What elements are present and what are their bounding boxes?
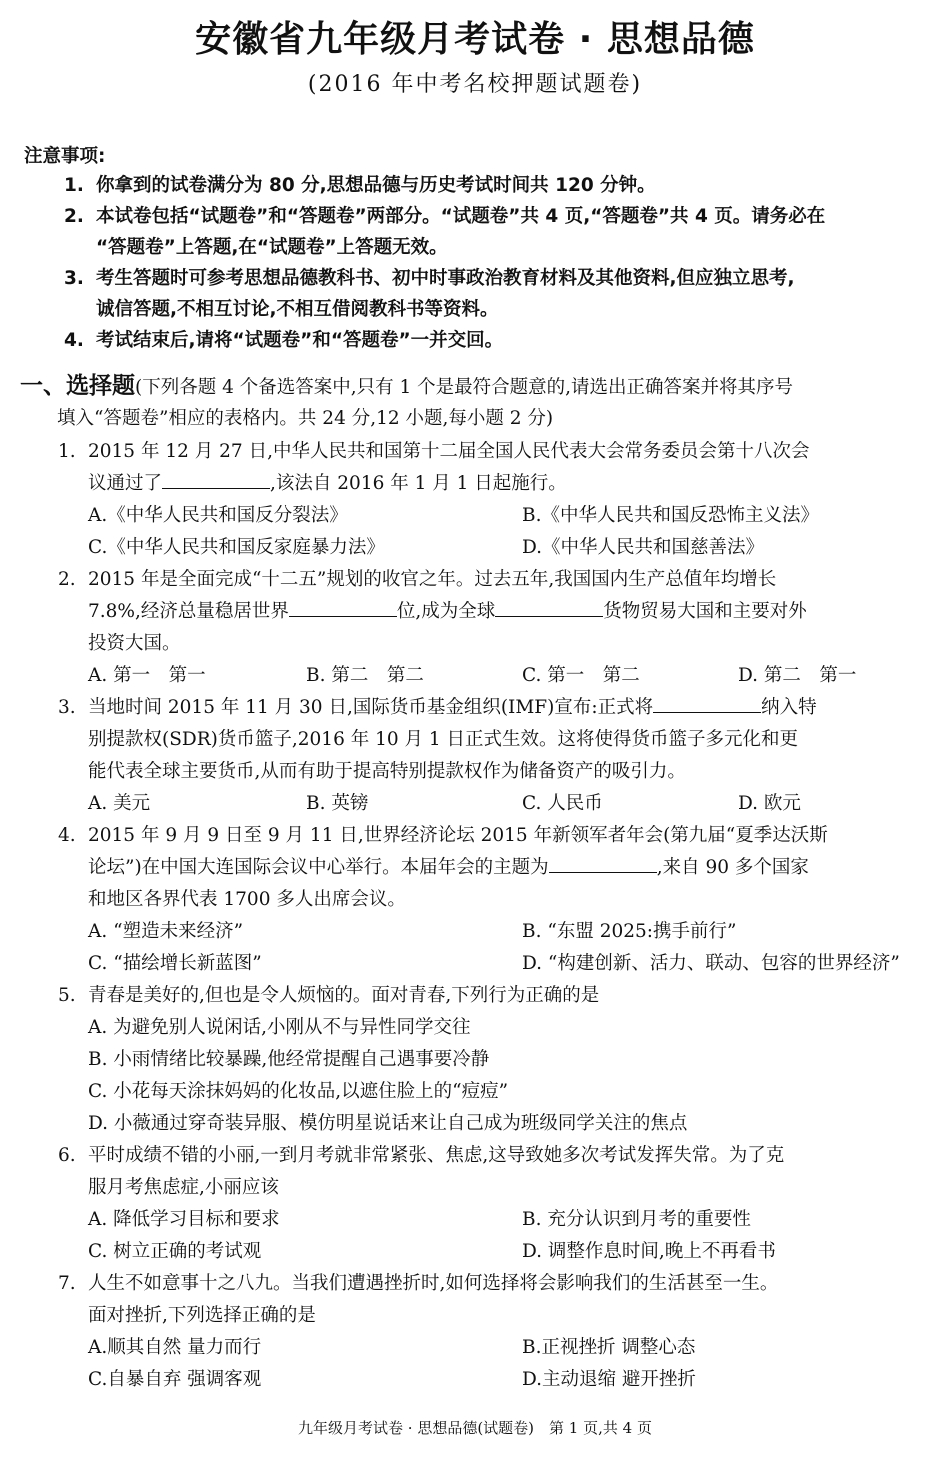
question-text: 2015 年 9 月 9 日至 9 月 11 日,世界经济论坛 2015 年新领军者年会(第九届“夏季达沃斯 <box>88 825 828 846</box>
option-a: A.顺其自然 量力而行 <box>88 1337 262 1358</box>
option-c: C. 小花每天涂抹妈妈的化妆品,以遮住脸上的“痘痘” <box>88 1081 509 1102</box>
notice-item <box>24 170 934 201</box>
answer-blank <box>162 468 270 489</box>
question-text: 纳入特 <box>761 697 817 718</box>
notice-item-text: 考试结束后,请将“试题卷”和“答题卷”一并交回。 <box>96 330 504 351</box>
notice-heading: 注意事项: <box>24 146 106 167</box>
notice-item <box>24 263 934 325</box>
option-c: C. “描绘增长新蓝图” <box>88 953 262 974</box>
option-b: B.《中华人民共和国反恐怖主义法》 <box>522 505 819 526</box>
question-2 <box>0 564 950 692</box>
notice-item-text: “答题卷”上答题,在“试题卷”上答题无效。 <box>96 237 448 258</box>
question-text: 位,成为全球 <box>396 601 496 622</box>
option-d: D.主动退缩 避开挫折 <box>522 1369 696 1390</box>
section-label: 一、选择题 <box>20 373 135 399</box>
notice-item-number: 2. <box>64 206 84 227</box>
question-1 <box>0 436 950 564</box>
question-number: 2. <box>58 569 76 590</box>
question-number: 1. <box>58 441 76 462</box>
question-text: 当地时间 2015 年 11 月 30 日,国际货币基金组织(IMF)宣布:正式将 <box>88 697 654 718</box>
notice-item <box>24 325 934 356</box>
question-text: ,该法自 2016 年 1 月 1 日起施行。 <box>270 473 567 494</box>
option-d: D.《中华人民共和国慈善法》 <box>522 537 765 558</box>
question-text: 服月考焦虑症,小丽应该 <box>88 1177 279 1198</box>
notice-item-number: 1. <box>64 175 84 196</box>
notice-item <box>24 201 934 263</box>
answer-blank <box>549 852 657 873</box>
option-b: B. 第二 第二 <box>306 665 424 686</box>
question-number: 6. <box>58 1145 76 1166</box>
option-d: D. 小薇通过穿奇装异服、模仿明星说话来让自己成为班级同学关注的焦点 <box>88 1113 688 1134</box>
question-6 <box>0 1140 950 1268</box>
notice-item-text: 诚信答题,不相互讨论,不相互借阅教科书等资料。 <box>96 299 499 320</box>
section-description: (下列各题 4 个备选答案中,只有 1 个是最符合题意的,请选出正确答案并将其序号 <box>135 377 794 398</box>
option-c: C. 人民币 <box>522 793 603 814</box>
option-a: A. 第一 第一 <box>88 665 206 686</box>
answer-blank <box>495 596 603 617</box>
option-a: A. 美元 <box>88 793 151 814</box>
question-list <box>0 436 950 1396</box>
question-text: 议通过了 <box>88 473 163 494</box>
option-a: A. 降低学习目标和要求 <box>88 1209 280 1230</box>
question-number: 4. <box>58 825 76 846</box>
answer-blank <box>289 596 397 617</box>
option-c: C. 第一 第二 <box>522 665 640 686</box>
question-4 <box>0 820 950 980</box>
notice-item-number: 4. <box>64 330 84 351</box>
option-d: D. 第二 第一 <box>738 665 857 686</box>
option-b: B. “东盟 2025:携手前行” <box>522 921 737 942</box>
question-text: 7.8%,经济总量稳居世界 <box>88 601 289 622</box>
option-d: D. 调整作息时间,晚上不再看书 <box>522 1241 776 1262</box>
question-number: 5. <box>58 985 76 1006</box>
question-3 <box>0 692 950 820</box>
question-text: 2015 年 12 月 27 日,中华人民共和国第十二届全国人民代表大会常务委员会第十八次会 <box>88 441 810 462</box>
notice-item-text: 考生答题时可参考思想品德教科书、初中时事政治教育材料及其他资料,但应独立思考, <box>96 268 795 289</box>
question-text: 货物贸易大国和主要对外 <box>603 601 807 622</box>
option-b: B. 英镑 <box>306 793 369 814</box>
option-c: C.自暴自弃 强调客观 <box>88 1369 262 1390</box>
page-title: 安徽省九年级月考试卷 · 思想品德 <box>195 19 755 60</box>
notice-item-text: 本试卷包括“试题卷”和“答题卷”两部分。“试题卷”共 4 页,“答题卷”共 4 页。请务必在 <box>96 206 826 227</box>
option-b: B. 充分认识到月考的重要性 <box>522 1209 751 1230</box>
option-b: B. 小雨情绪比较暴躁,他经常提醒自己遇事要冷静 <box>88 1049 490 1070</box>
question-text: ,来自 90 多个国家 <box>656 857 809 878</box>
option-c: C.《中华人民共和国反家庭暴力法》 <box>88 537 385 558</box>
option-b: B.正视挫折 调整心态 <box>522 1337 696 1358</box>
notice-item-text: 你拿到的试卷满分为 80 分,思想品德与历史考试时间共 120 分钟。 <box>96 175 656 196</box>
question-text: 2015 年是全面完成“十二五”规划的收官之年。过去五年,我国国内生产总值年均增长 <box>88 569 777 590</box>
question-text: 论坛”)在中国大连国际会议中心举行。本届年会的主题为 <box>88 857 549 878</box>
question-number: 7. <box>58 1273 76 1294</box>
option-a: A. “塑造未来经济” <box>88 921 244 942</box>
page-footer: 九年级月考试卷 · 思想品德(试题卷) 第 1 页,共 4 页 <box>298 1419 652 1437</box>
question-text: 和地区各界代表 1700 多人出席会议。 <box>88 889 406 910</box>
question-text: 平时成绩不错的小丽,一到月考就非常紧张、焦虑,这导致她多次考试发挥失常。为了克 <box>88 1145 785 1166</box>
section-heading <box>20 371 930 434</box>
section-description: 填入“答题卷”相应的表格内。共 24 分,12 小题,每小题 2 分) <box>57 408 554 429</box>
question-text: 别提款权(SDR)货币篮子,2016 年 10 月 1 日正式生效。这将使得货币篮子多元化和更 <box>88 729 799 750</box>
question-text: 面对挫折,下列选择正确的是 <box>88 1305 316 1326</box>
question-text: 能代表全球主要货币,从而有助于提高特别提款权作为储备资产的吸引力。 <box>88 761 686 782</box>
question-5 <box>0 980 950 1140</box>
question-7 <box>0 1268 950 1396</box>
question-text: 青春是美好的,但也是令人烦恼的。面对青春,下列行为正确的是 <box>88 985 600 1006</box>
option-d: D. “构建创新、活力、联动、包容的世界经济” <box>522 953 900 974</box>
option-c: C. 树立正确的考试观 <box>88 1241 262 1262</box>
question-number: 3. <box>58 697 76 718</box>
option-a: A. 为避免别人说闲话,小刚从不与异性同学交往 <box>88 1017 471 1038</box>
question-text: 人生不如意事十之八九。当我们遭遇挫折时,如何选择将会影响我们的生活甚至一生。 <box>88 1273 779 1294</box>
question-text: 投资大国。 <box>88 633 181 654</box>
option-a: A.《中华人民共和国反分裂法》 <box>88 505 348 526</box>
option-d: D. 欧元 <box>738 793 801 814</box>
answer-blank <box>653 692 761 713</box>
page-subtitle: (2016 年中考名校押题试题卷) <box>307 72 643 97</box>
notice-item-number: 3. <box>64 268 84 289</box>
notice-block <box>24 144 934 356</box>
